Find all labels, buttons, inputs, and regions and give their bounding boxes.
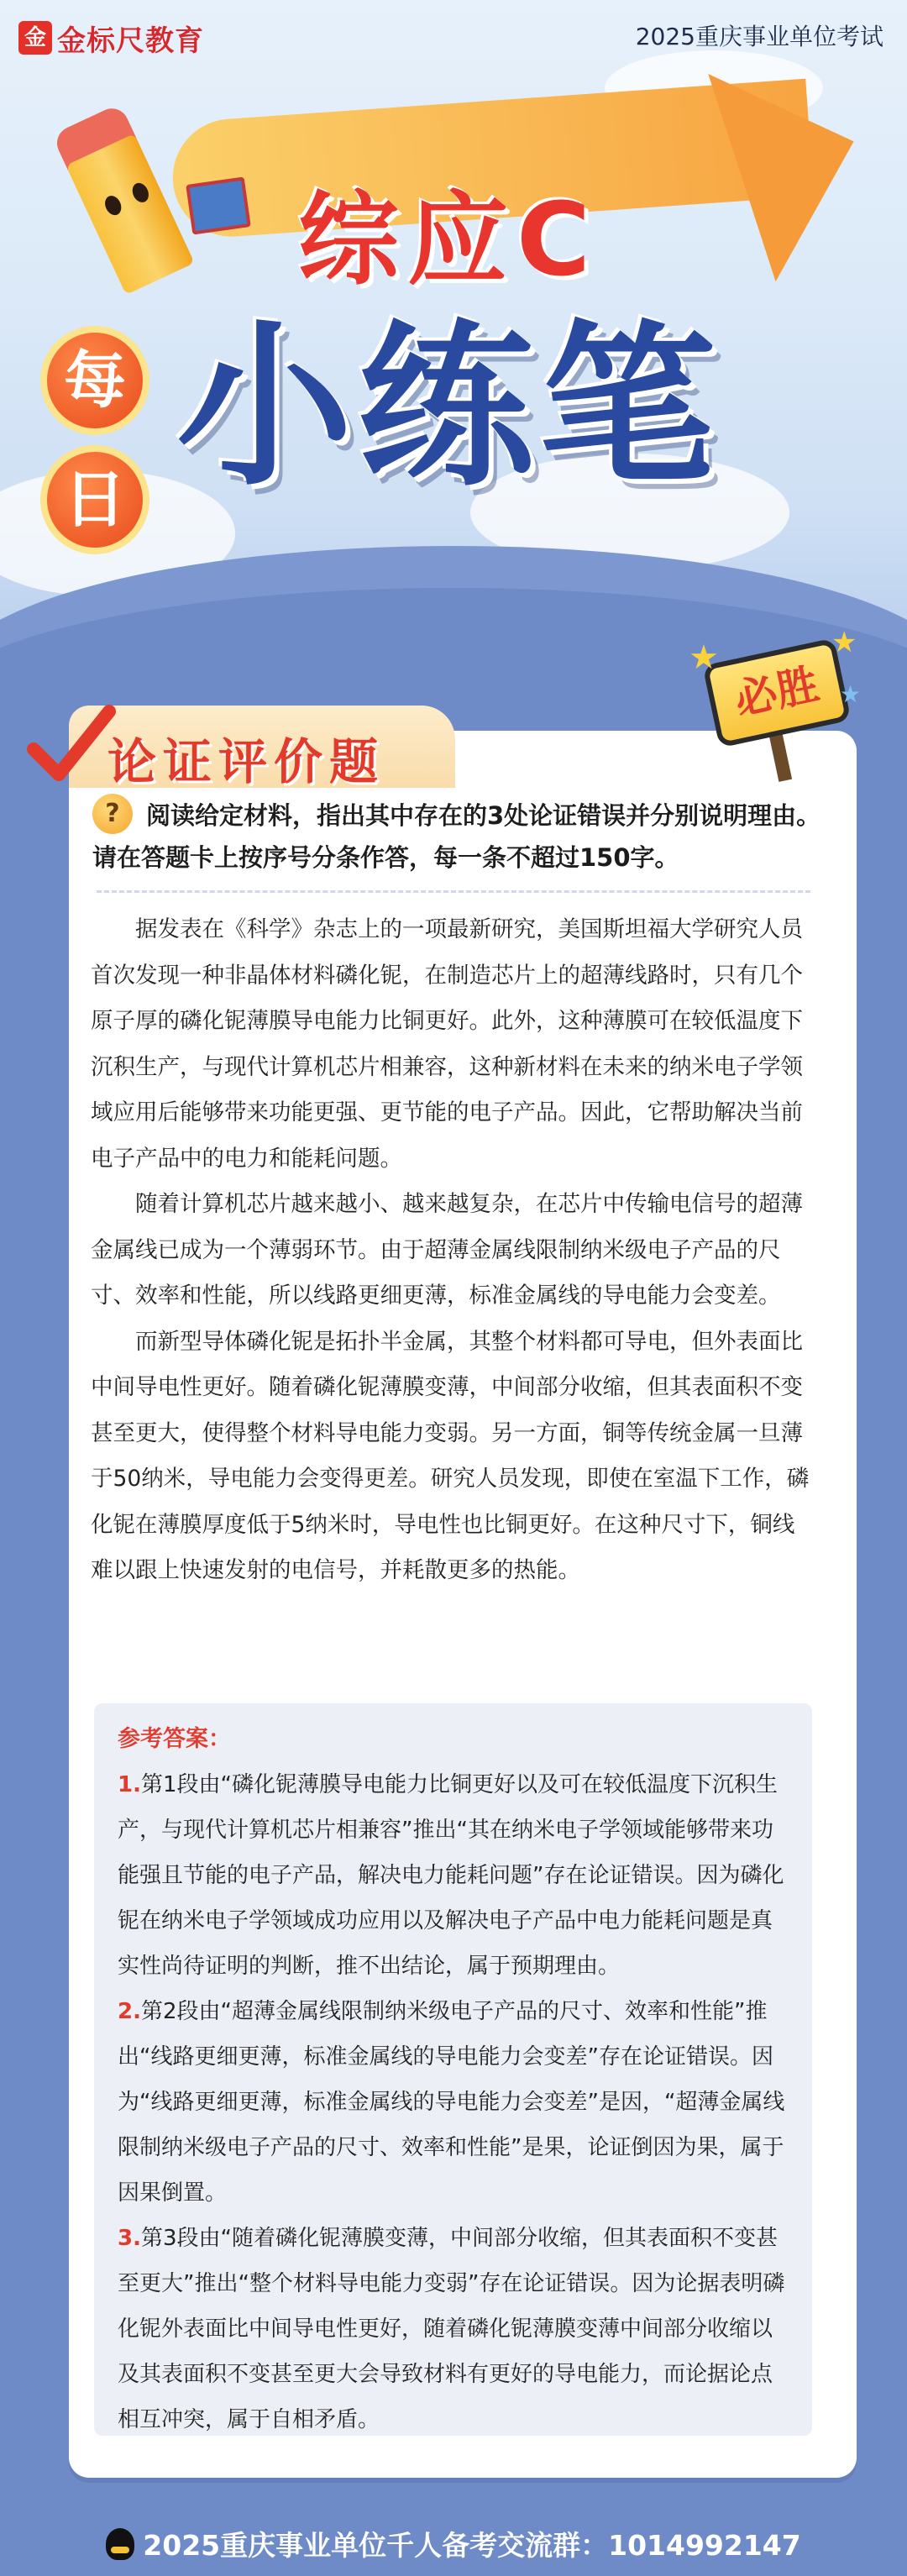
answer-number: 2. bbox=[118, 1999, 141, 2024]
star-icon: ★ bbox=[840, 680, 862, 708]
divider bbox=[97, 890, 810, 893]
passage-paragraph: 而新型导体磷化铌是拓扑半金属，其整个材料都可导电，但外表面比中间导电性更好。随着磷化铌薄膜变薄，中间部分收缩，但其表面积不变甚至更大，使得整个材料导电能力变弱。另一方面，铜等传统金属一旦薄于50纳米，导电能力会变得更差。研究人员发现，即使在室温下工作，磷化铌在薄膜厚度低于5纳米时，导电性也比铜更好。在这种尺寸下，铜线难以跟上快速发射的电信号，并耗散更多的热能。 bbox=[91, 1328, 810, 1583]
section-title: 论证评价题 bbox=[107, 733, 385, 790]
answer-list bbox=[118, 1762, 789, 2442]
logo-text: 金标尺教育 bbox=[57, 24, 204, 58]
daily-badge-2: 日 bbox=[40, 445, 149, 554]
brand-logo bbox=[18, 15, 204, 60]
star-icon: ★ bbox=[689, 638, 719, 677]
thinking-face-icon: ? bbox=[92, 794, 133, 834]
answer-text: 第2段由“超薄金属线限制纳米级电子产品的尺寸、效率和性能”推出“线路更细更薄，标准金属线的导电能力会变差”存在论证错误。因为“线路更细更薄，标准金属线的导电能力会变差”是因，“超薄金属线限制纳米级电子产品的尺寸、效率和性能”是果，论证倒因为果，属于因果倒置。 bbox=[118, 1999, 785, 2206]
qq-icon bbox=[106, 2528, 134, 2560]
book-icon bbox=[186, 176, 251, 234]
footer bbox=[0, 2511, 907, 2576]
answer-text: 第1段由“磷化铌薄膜导电能力比铜更好以及可在较低温度下沉积生产，与现代计算机芯片相兼容”推出“其在纳米电子学领域能够带来功能强且节能的电子产品，解决电力能耗问题”存在论证错误。因为磷化铌在纳米电子学领域成功应用以及解决电子产品中电力能耗问题是真实性尚待证明的判断，推不出结论，属于预期理由。 bbox=[118, 1772, 784, 1979]
answer-item bbox=[118, 2216, 789, 2442]
answer-number: 3. bbox=[118, 2226, 141, 2251]
win-sign: 必胜 bbox=[702, 637, 851, 748]
answer-item bbox=[118, 1762, 789, 1989]
passage bbox=[91, 907, 815, 1594]
answer-text: 第3段由“随着磷化铌薄膜变薄，中间部分收缩，但其表面积不变甚至更大”推出“整个材料导电能力变弱”存在论证错误。因为论据表明磷化铌外表面比中间导电性更好，随着磷化铌薄膜变薄中间部分收缩以及其表面积不变甚至更大会导致材料有更好的导电能力，而论据论点相互冲突，属于自相矛盾。 bbox=[118, 2226, 785, 2432]
footer-text[interactable]: 2025重庆事业单位千人备考交流群：1014992147 bbox=[143, 2529, 801, 2562]
daily-badge-1: 每 bbox=[40, 326, 149, 435]
answer-item bbox=[118, 1989, 789, 2216]
hero-subtitle: 综应C bbox=[298, 182, 600, 299]
passage-paragraph: 随着计算机芯片越来越小、越来越复杂，在芯片中传输电信号的超薄金属线已成为一个薄弱环节。由于超薄金属线限制纳米级电子产品的尺寸、效率和性能，所以线路更细更薄，标准金属线的导电能力会变差。 bbox=[91, 1191, 803, 1309]
star-icon: ★ bbox=[831, 626, 857, 659]
question-prompt: 阅读给定材料，指出其中存在的3处论证错误并分别说明理由。请在答题卡上按序号分条作答，每一条不超过150字。 bbox=[92, 801, 821, 872]
answer-title: 参考答案： bbox=[118, 1726, 231, 1752]
logo-mark-icon: 金 bbox=[18, 21, 52, 55]
page-title: 小练笔 bbox=[176, 304, 721, 510]
answer-number: 1. bbox=[118, 1772, 141, 1797]
passage-paragraph: 据发表在《科学》杂志上的一项最新研究，美国斯坦福大学研究人员首次发现一种非晶体材料磷化铌，在制造芯片上的超薄线路时，只有几个原子厚的磷化铌薄膜导电能力比铜更好。此外，这种薄膜可在较低温度下沉积生产，与现代计算机芯片相兼容，这种新材料在未来的纳米电子学领域应用后能够带来功能更强、更节能的电子产品。因此，它帮助解决当前电子产品中的电力和能耗问题。 bbox=[91, 916, 803, 1172]
exam-title: 2025重庆事业单位考试 bbox=[635, 23, 883, 50]
checkmark-icon bbox=[25, 699, 118, 791]
